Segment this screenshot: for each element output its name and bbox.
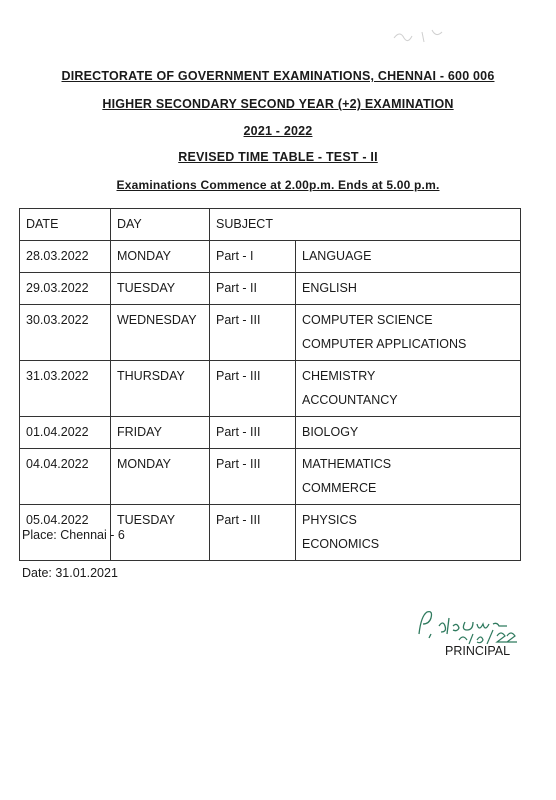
table-row [20,241,521,273]
day-cell: MONDAY [111,449,210,505]
date-cell: 04.04.2022 [20,449,111,505]
subject-cell [296,241,521,273]
part-cell: Part - III [210,417,296,449]
part-cell: Part - III [210,449,296,505]
date-cell: 28.03.2022 [20,241,111,273]
table-row [20,361,521,417]
date-cell: 01.04.2022 [20,417,111,449]
header-day: DAY [111,209,210,241]
place-label: Place: Chennai - 6 [22,528,125,542]
table-row [20,305,521,361]
date-cell: 05.04.2022 [20,505,111,561]
subject-cell [296,417,521,449]
principal-label: PRINCIPAL [445,644,511,658]
subject-cell [296,449,521,505]
principal-signature [415,604,535,646]
timetable-heading: REVISED TIME TABLE - TEST - II [178,150,378,164]
day-cell: FRIDAY [111,417,210,449]
subject-name: LANGUAGE [302,249,372,263]
part-cell: Part - II [210,273,296,305]
day-cell: THURSDAY [111,361,210,417]
table-header-row [20,209,521,241]
part-cell: Part - III [210,361,296,417]
subject-name: MATHEMATICS [302,457,392,471]
timing-heading: Examinations Commence at 2.00p.m. Ends at 5.00 p.m. [116,178,440,192]
year-heading: 2021 - 2022 [243,124,313,138]
exam-heading: HIGHER SECONDARY SECOND YEAR (+2) EXAMINATION [102,97,454,111]
subject-name: COMPUTER SCIENCE [302,313,433,327]
table-row [20,449,521,505]
header-date: DATE [20,209,111,241]
subject-name: COMMERCE [302,481,377,495]
date-cell: 30.03.2022 [20,305,111,361]
date-cell: 29.03.2022 [20,273,111,305]
subject-name: CHEMISTRY [302,369,376,383]
subject-cell [296,361,521,417]
date-label: Date: 31.01.2021 [22,566,118,580]
day-cell: MONDAY [111,241,210,273]
part-cell: Part - III [210,305,296,361]
subject-name: COMPUTER APPLICATIONS [302,337,467,351]
subject-name: BIOLOGY [302,425,359,439]
subject-cell [296,305,521,361]
part-cell: Part - I [210,241,296,273]
subject-name: ACCOUNTANCY [302,393,398,407]
subject-cell [296,505,521,561]
subject-name: PHYSICS [302,513,357,527]
day-cell: WEDNESDAY [111,305,210,361]
faint-handwritten-mark [392,24,462,46]
day-cell: TUESDAY [111,505,210,561]
table-row [20,417,521,449]
table-row [20,273,521,305]
subject-name: ECONOMICS [302,537,380,551]
directorate-heading: DIRECTORATE OF GOVERNMENT EXAMINATIONS, CHENNAI - 600 006 [61,69,495,83]
part-cell: Part - III [210,505,296,561]
date-cell: 31.03.2022 [20,361,111,417]
subject-cell [296,273,521,305]
header-subject: SUBJECT [210,209,521,241]
subject-name: ENGLISH [302,281,357,295]
timetable [19,208,521,561]
day-cell: TUESDAY [111,273,210,305]
